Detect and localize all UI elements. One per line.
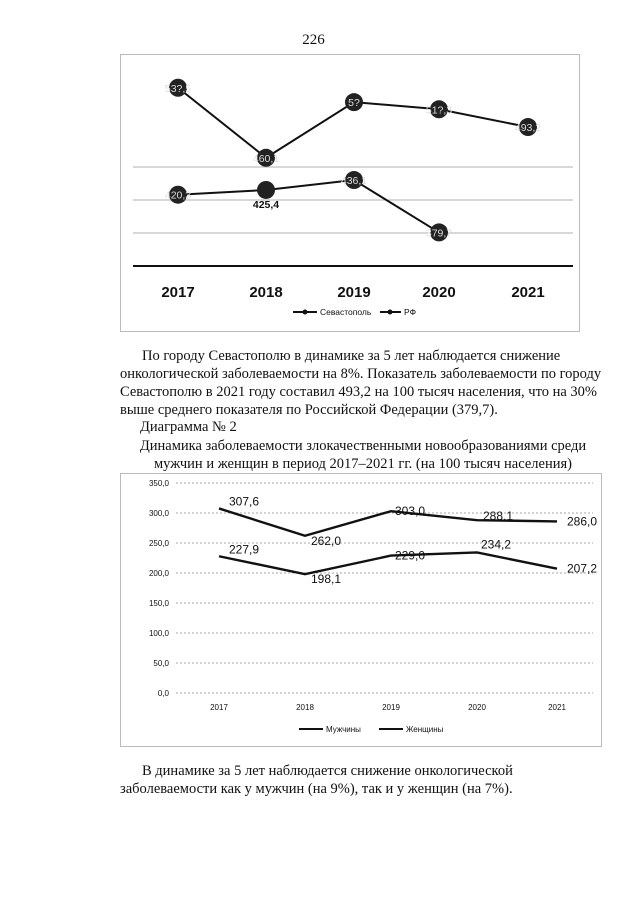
legend-label-men: Мужчины	[326, 725, 361, 734]
chart-2-svg	[121, 474, 601, 746]
data-label: 493,2	[514, 122, 542, 135]
diagram-title-line-2: мужчин и женщин в период 2017–2021 гг. (на 100 тысяч населения)	[153, 456, 572, 472]
data-label: 286,0	[567, 514, 598, 529]
chart-1-svg	[121, 55, 579, 331]
legend-marker-rf	[388, 310, 393, 315]
y-tick-label: 250,0	[148, 539, 169, 548]
y-tick-label: 50,0	[153, 659, 169, 668]
x-tick-label: 2019	[382, 703, 400, 712]
data-label: 303,0	[395, 504, 426, 519]
y-tick-label: 200,0	[148, 569, 169, 578]
x-tick-label: 2018	[249, 284, 283, 301]
data-label: 5?	[348, 97, 360, 110]
paragraph-1-line: Севастополю в 2021 году составил 493,2 на 100 тысяч населения, что на 30%	[120, 384, 597, 400]
x-tick-label: 2017	[210, 703, 228, 712]
diagram-title-line-1: Динамика заболеваемости злокачественными новообразованиями среди	[139, 438, 587, 454]
x-tick-label: 2021	[548, 703, 566, 712]
data-label: 227,9	[229, 542, 260, 557]
x-tick-label: 2019	[337, 284, 371, 301]
legend-marker-sevastopol	[303, 310, 308, 315]
chart-men-vs-women	[120, 473, 602, 747]
legend-label-women: Женщины	[406, 725, 444, 734]
data-label: 436,1	[340, 175, 368, 188]
data-label: 425,4	[252, 198, 280, 211]
paragraph-2-line: заболеваемости как у мужчин (на 9%), так и у женщин (на 7%).	[120, 781, 513, 797]
data-label: 51?,3	[425, 104, 453, 117]
data-label: 198,1	[311, 572, 342, 587]
legend-label-sevastopol: Севастополь	[320, 307, 372, 317]
data-label: 207,2	[567, 561, 598, 576]
diagram-label: Диаграмма № 2	[140, 419, 237, 435]
data-label: 460,1	[252, 152, 280, 165]
y-tick-label: 350,0	[148, 479, 169, 488]
data-label: 262,0	[311, 533, 342, 548]
paragraph-2-line: В динамике за 5 лет наблюдается снижение онкологической	[142, 763, 513, 779]
data-label: 420,3	[164, 189, 192, 202]
legend-label-rf: РФ	[404, 307, 417, 317]
series-line-rf	[178, 180, 439, 232]
data-label: 229,0	[395, 548, 426, 563]
data-point	[257, 181, 275, 199]
paragraph-1-line: По городу Севастополю в динамике за 5 лет наблюдается снижение	[142, 348, 561, 364]
x-tick-label: 2018	[296, 703, 314, 712]
x-tick-label: 2020	[422, 284, 456, 301]
x-tick-label: 2021	[511, 284, 545, 301]
data-label: 288,1	[483, 509, 514, 524]
paragraph-1-line: выше среднего показателя по Российской Федерации (379,7).	[120, 402, 498, 418]
diagram-title	[118, 437, 608, 473]
chart-sevastopol-vs-rf	[120, 54, 580, 332]
y-tick-label: 150,0	[148, 599, 169, 608]
series-line-women	[219, 552, 557, 574]
data-label: 53?,5	[164, 82, 192, 95]
x-tick-label: 2020	[468, 703, 486, 712]
data-label: 307,6	[229, 494, 260, 509]
paragraph-1	[120, 347, 602, 419]
paragraph-1-line: онкологической заболеваемости на 8%. Показатель заболеваемости по городу	[120, 366, 602, 382]
y-tick-label: 100,0	[148, 629, 169, 638]
page-number: 226	[302, 32, 325, 48]
data-label: 379,7	[425, 227, 453, 240]
y-tick-label: 0,0	[157, 689, 169, 698]
y-tick-label: 300,0	[148, 509, 169, 518]
paragraph-2	[120, 762, 602, 798]
data-label: 234,2	[481, 537, 512, 552]
x-tick-label: 2017	[161, 284, 195, 301]
